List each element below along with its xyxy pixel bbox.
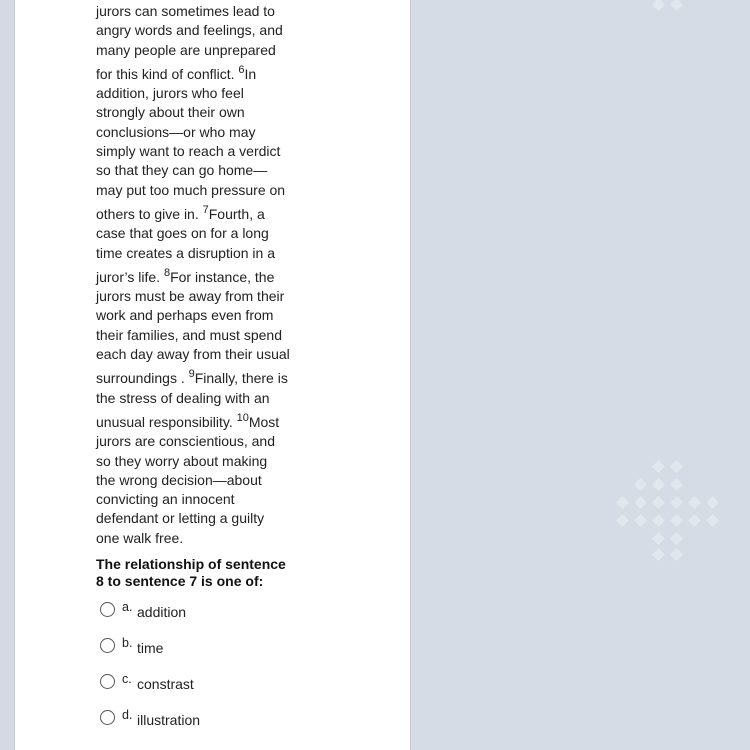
passage-line: the stress of dealing with an <box>96 389 270 406</box>
passage-line: their families, and must spend <box>96 326 282 343</box>
passage-line: others to give in. $^7$Fourth, a <box>96 203 265 222</box>
passage-line: case that goes on for a long <box>96 225 269 242</box>
passage-line: work and perhaps even from <box>96 307 274 324</box>
option-label[interactable]: addition <box>137 604 187 620</box>
background-pattern <box>411 0 750 750</box>
passage-line: defendant or letting a guilty <box>96 510 265 527</box>
passage-line: so they worry about making <box>96 452 268 469</box>
passage-line: for this kind of conflict. $^6$In <box>96 63 257 82</box>
passage-line: addition, jurors who feel <box>96 85 244 102</box>
passage-line: the wrong decision—about <box>96 471 262 488</box>
passage-line: convicting an innocent <box>96 491 235 508</box>
sentence-number: 10 <box>236 411 249 424</box>
option-label[interactable]: illustration <box>137 712 201 728</box>
passage-line: strongly about their own <box>96 104 245 121</box>
sentence-number: 9 <box>188 368 195 381</box>
radio-button[interactable] <box>100 674 115 689</box>
passage-line: time creates a disruption in a <box>96 244 275 261</box>
radio-button[interactable] <box>100 602 115 617</box>
radio-button[interactable] <box>100 710 115 725</box>
option-letter: d. <box>122 708 133 722</box>
passage-line: angry words and feelings, and <box>96 22 283 39</box>
option-label[interactable]: time <box>137 640 164 656</box>
sentence-number: 6 <box>238 63 245 76</box>
sentence-number: 7 <box>202 203 209 216</box>
option-letter: c. <box>122 672 132 686</box>
passage-line: unusual responsibility. $^{10}$Most <box>96 411 280 430</box>
option-label[interactable]: constrast <box>137 676 194 692</box>
passage-line: jurors must be away from their <box>96 288 285 305</box>
passage-line: may put too much pressure on <box>96 181 286 198</box>
passage-line: one walk free. <box>96 529 184 546</box>
diamond-pattern <box>411 0 750 750</box>
passage-line: jurors can sometimes lead to <box>96 3 275 19</box>
sentence-number: 8 <box>163 266 171 279</box>
option-letter: b. <box>122 636 133 650</box>
passage-line: surroundings . $^9$Finally, there is <box>96 368 288 387</box>
question-line: 8 to sentence 7 is one of: <box>96 573 264 589</box>
question-prompt <box>96 556 311 590</box>
passage-line: each day away from their usual <box>96 346 290 363</box>
passage-line: so that they can go home— <box>96 162 268 179</box>
left-gutter <box>0 0 15 750</box>
passage-line: jurors are conscientious, and <box>96 433 275 450</box>
passage-line: conclusions—or who may <box>96 123 256 140</box>
passage-line: many people are unprepared <box>96 41 276 58</box>
question-line: The relationship of sentence <box>96 556 286 572</box>
passage-line: juror’s life. $^8$For instance, the <box>96 266 275 285</box>
radio-button[interactable] <box>100 638 115 653</box>
reading-passage <box>96 2 306 548</box>
passage-line: simply want to reach a verdict <box>96 143 281 160</box>
option-letter: a. <box>122 600 133 614</box>
